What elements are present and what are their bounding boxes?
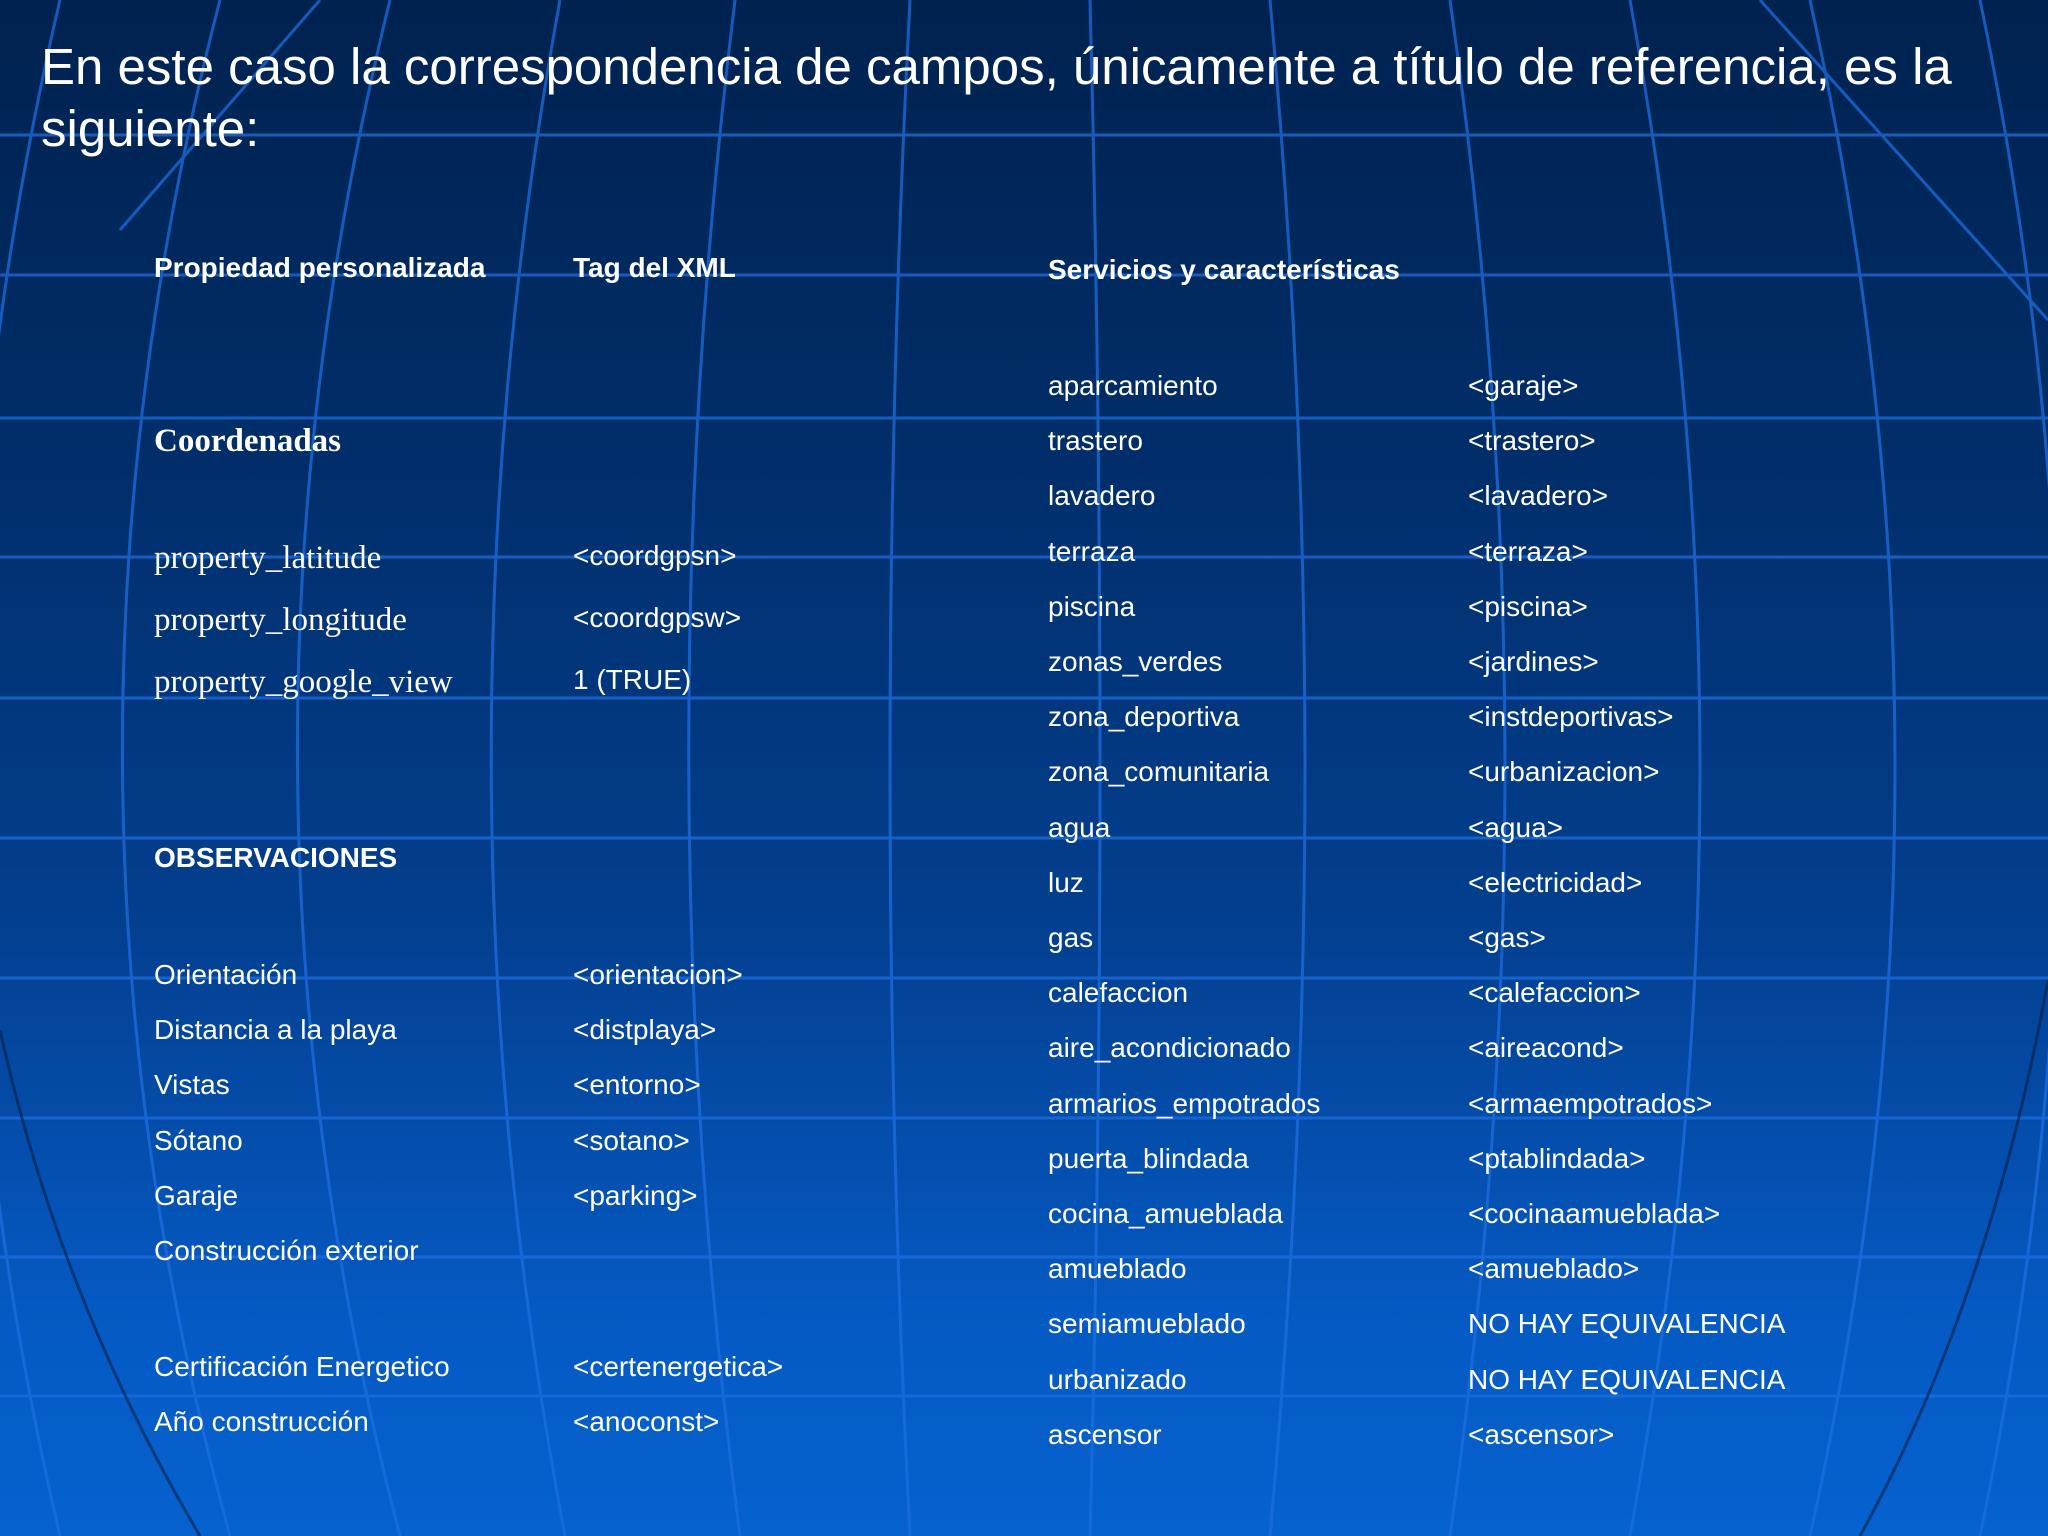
coord-property: property_longitude bbox=[154, 602, 407, 638]
service-name: agua bbox=[1048, 812, 1111, 843]
observation-tag: <distplaya> bbox=[573, 1014, 717, 1045]
observation-property: Año construcción bbox=[154, 1406, 369, 1437]
service-name: puerta_blindada bbox=[1048, 1143, 1249, 1174]
service-tag: <trastero> bbox=[1468, 425, 1596, 456]
observations-heading: OBSERVACIONES bbox=[154, 842, 398, 873]
service-tag: <agua> bbox=[1468, 812, 1563, 843]
service-tag: <electricidad> bbox=[1468, 867, 1643, 898]
observation-property: Distancia a la playa bbox=[154, 1014, 397, 1045]
coordinates-heading: Coordenadas bbox=[154, 423, 342, 459]
observation-tag: <certenergetica> bbox=[573, 1351, 784, 1382]
observation-property: Orientación bbox=[154, 959, 298, 990]
service-name: zona_deportiva bbox=[1048, 701, 1240, 732]
service-tag: <calefaccion> bbox=[1468, 977, 1641, 1008]
service-name: terraza bbox=[1048, 536, 1136, 567]
slide-title: En este caso la correspondencia de campos, únicamente a título de referencia, es la siguiente: bbox=[41, 38, 1952, 157]
service-name: amueblado bbox=[1048, 1253, 1187, 1284]
coord-tag: <coordgpsw> bbox=[573, 602, 742, 633]
observation-property: Sótano bbox=[154, 1125, 243, 1156]
service-name: urbanizado bbox=[1048, 1364, 1187, 1395]
header-property: Propiedad personalizada bbox=[154, 252, 486, 283]
service-name: luz bbox=[1048, 867, 1084, 898]
header-xml-tag: Tag del XML bbox=[573, 252, 736, 283]
observation-tag: <entorno> bbox=[573, 1069, 701, 1100]
service-tag: <garaje> bbox=[1468, 370, 1579, 401]
service-name: armarios_empotrados bbox=[1048, 1088, 1321, 1119]
observation-tag: <orientacion> bbox=[573, 959, 743, 990]
observation-property: Construcción exterior bbox=[154, 1235, 419, 1266]
service-tag: <armaempotrados> bbox=[1468, 1088, 1713, 1119]
service-name: aparcamiento bbox=[1048, 370, 1218, 401]
service-tag: <ascensor> bbox=[1468, 1419, 1615, 1450]
coord-tag: 1 (TRUE) bbox=[573, 664, 692, 695]
service-tag: <urbanizacion> bbox=[1468, 756, 1660, 787]
coord-tag: <coordgpsn> bbox=[573, 540, 737, 571]
service-name: zona_comunitaria bbox=[1048, 756, 1270, 787]
service-tag: <amueblado> bbox=[1468, 1253, 1640, 1284]
observation-tag: <parking> bbox=[573, 1180, 698, 1211]
service-tag: <cocinaamueblada> bbox=[1468, 1198, 1721, 1229]
service-tag: NO HAY EQUIVALENCIA bbox=[1468, 1308, 1786, 1339]
service-tag: <jardines> bbox=[1468, 646, 1599, 677]
service-name: trastero bbox=[1048, 425, 1143, 456]
service-name: ascensor bbox=[1048, 1419, 1162, 1450]
service-name: lavadero bbox=[1048, 480, 1156, 511]
service-name: aire_acondicionado bbox=[1048, 1032, 1291, 1063]
observation-property: Vistas bbox=[154, 1069, 230, 1100]
observation-property: Certificación Energetico bbox=[154, 1351, 450, 1382]
service-name: piscina bbox=[1048, 591, 1136, 622]
observation-tag: <anoconst> bbox=[573, 1406, 720, 1437]
service-name: gas bbox=[1048, 922, 1094, 953]
coord-property: property_google_view bbox=[154, 664, 453, 700]
service-name: semiamueblado bbox=[1048, 1308, 1246, 1339]
service-tag: <piscina> bbox=[1468, 591, 1588, 622]
service-tag: <terraza> bbox=[1468, 536, 1588, 567]
service-tag: <ptablindada> bbox=[1468, 1143, 1646, 1174]
service-tag: <lavadero> bbox=[1468, 480, 1609, 511]
service-tag: <instdeportivas> bbox=[1468, 701, 1674, 732]
service-tag: <gas> bbox=[1468, 922, 1546, 953]
header-services: Servicios y características bbox=[1048, 254, 1400, 285]
observation-tag: <sotano> bbox=[573, 1125, 690, 1156]
service-name: cocina_amueblada bbox=[1048, 1198, 1284, 1229]
service-name: calefaccion bbox=[1048, 977, 1189, 1008]
coord-property: property_latitude bbox=[154, 540, 382, 576]
observation-property: Garaje bbox=[154, 1180, 239, 1211]
service-name: zonas_verdes bbox=[1048, 646, 1223, 677]
service-tag: <aireacond> bbox=[1468, 1032, 1624, 1063]
service-tag: NO HAY EQUIVALENCIA bbox=[1468, 1364, 1786, 1395]
